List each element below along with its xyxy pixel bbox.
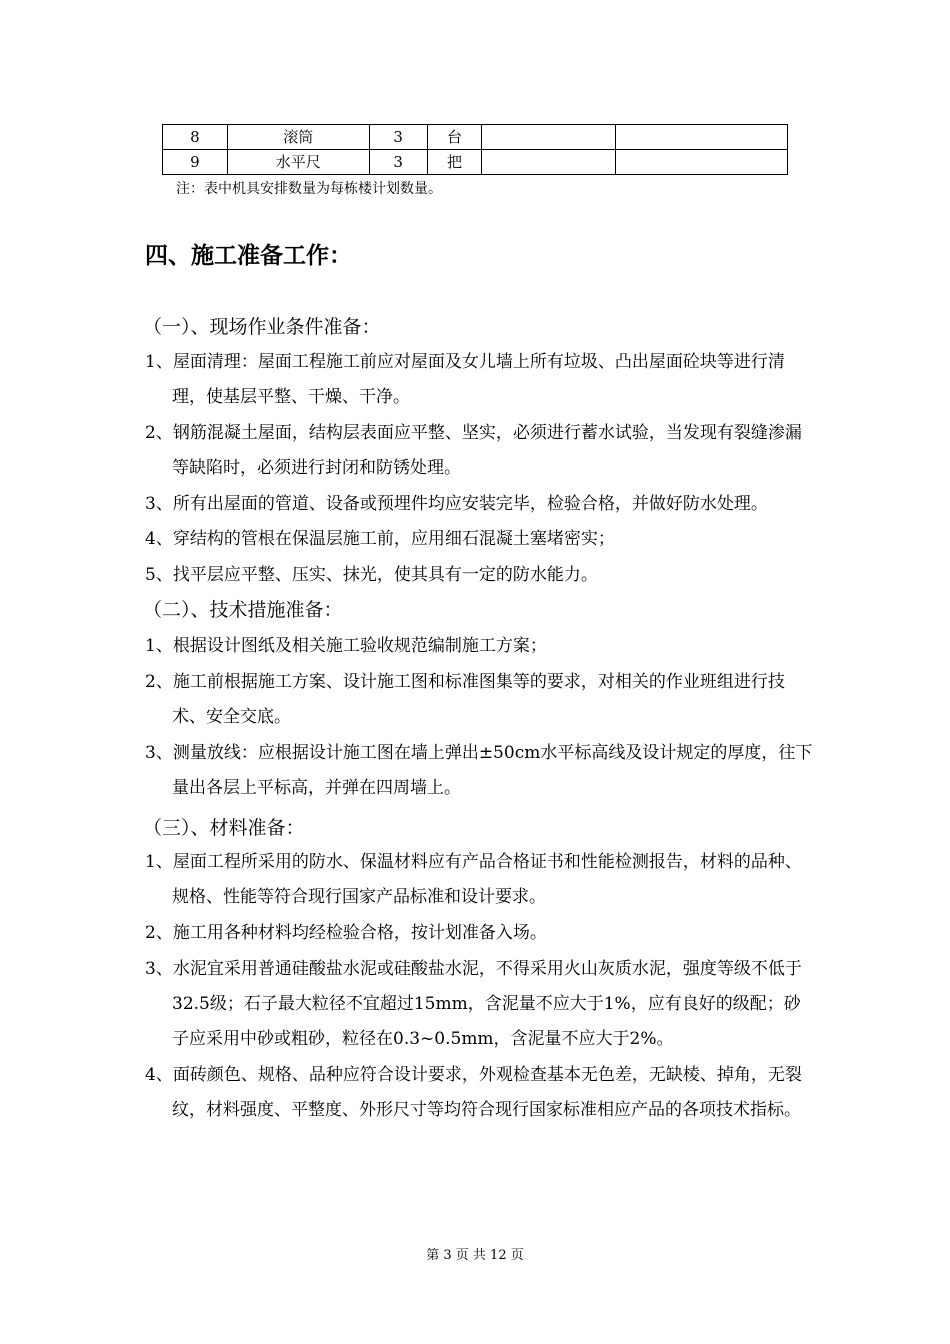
equipment-table — [162, 124, 788, 175]
table-cell-unit: 把 — [427, 150, 482, 175]
list-item: 3、所有出屋面的管道、设备或预埋件均应安装完毕，检验合格，并做好防水处理。 — [145, 494, 768, 514]
list-item: 1、根据设计图纸及相关施工验收规范编制施工方案； — [145, 636, 547, 656]
subsection-title-materials: （三）、材料准备： — [143, 817, 305, 839]
list-item: 4、穿结构的管根在保温层施工前，应用细石混凝土塞堵密实； — [145, 529, 615, 549]
list-item: 2、钢筋混凝土屋面，结构层表面应平整、坚实，必须进行蓄水试验，当发现有裂缝渗漏等缺陷时，必须进行封闭和防锈处理。 — [145, 423, 802, 478]
table-cell-qty: 3 — [369, 125, 427, 150]
table-cell-qty: 3 — [369, 150, 427, 175]
list-item: 5、找平层应平整、压实、抹光，使其具有一定的防水能力。 — [145, 565, 598, 585]
table-cell-empty — [482, 150, 616, 175]
table-row — [163, 125, 788, 150]
page-footer: 第 3 页 共 12 页 — [426, 1248, 524, 1263]
table-row — [163, 150, 788, 175]
table-cell-no: 8 — [163, 125, 228, 150]
table-cell-empty — [616, 125, 788, 150]
list-item: 3、水泥宜采用普通硅酸盐水泥或硅酸盐水泥，不得采用火山灰质水泥，强度等级不低于32.5级；石子最大粒径不宜超过15mm，含泥量不应大于1%，应有良好的级配；砂子应采用中砂或粗砂，粒径在0.3~0.5mm，含泥量不应大于2%。 — [145, 959, 802, 1049]
table-cell-no: 9 — [163, 150, 228, 175]
table-cell-name: 水平尺 — [227, 150, 369, 175]
table-cell-unit: 台 — [427, 125, 482, 150]
table-note: 注：表中机具安排数量为每栋楼计划数量。 — [176, 181, 442, 197]
list-item: 1、屋面清理：屋面工程施工前应对屋面及女儿墙上所有垃圾、凸出屋面砼块等进行清理，使基层平整、干燥、干净。 — [145, 352, 785, 407]
section-heading: 四、施工准备工作： — [145, 242, 352, 269]
list-item: 4、面砖颜色、规格、品种应符合设计要求，外观检查基本无色差，无缺棱、掉角，无裂纹，材料强度、平整度、外形尺寸等均符合现行国家标准相应产品的各项技术指标。 — [145, 1065, 802, 1120]
list-item: 3、测量放线：应根据设计施工图在墙上弹出±50cm水平标高线及设计规定的厚度，往下量出各层上平标高，并弹在四周墙上。 — [145, 743, 813, 798]
table-cell-name: 滚筒 — [227, 125, 369, 150]
subsection-title-technical: （二）、技术措施准备： — [143, 599, 343, 621]
subsection-title-site-conditions: （一）、现场作业条件准备： — [143, 316, 381, 338]
list-item: 2、施工前根据施工方案、设计施工图和标准图集等的要求，对相关的作业班组进行技术、安全交底。 — [145, 672, 785, 727]
table-cell-empty — [482, 125, 616, 150]
list-item: 2、施工用各种材料均经检验合格，按计划准备入场。 — [145, 923, 547, 943]
list-item: 1、屋面工程所采用的防水、保温材料应有产品合格证书和性能检测报告，材料的品种、规格、性能等符合现行国家产品标准和设计要求。 — [145, 852, 802, 907]
table-cell-empty — [616, 150, 788, 175]
